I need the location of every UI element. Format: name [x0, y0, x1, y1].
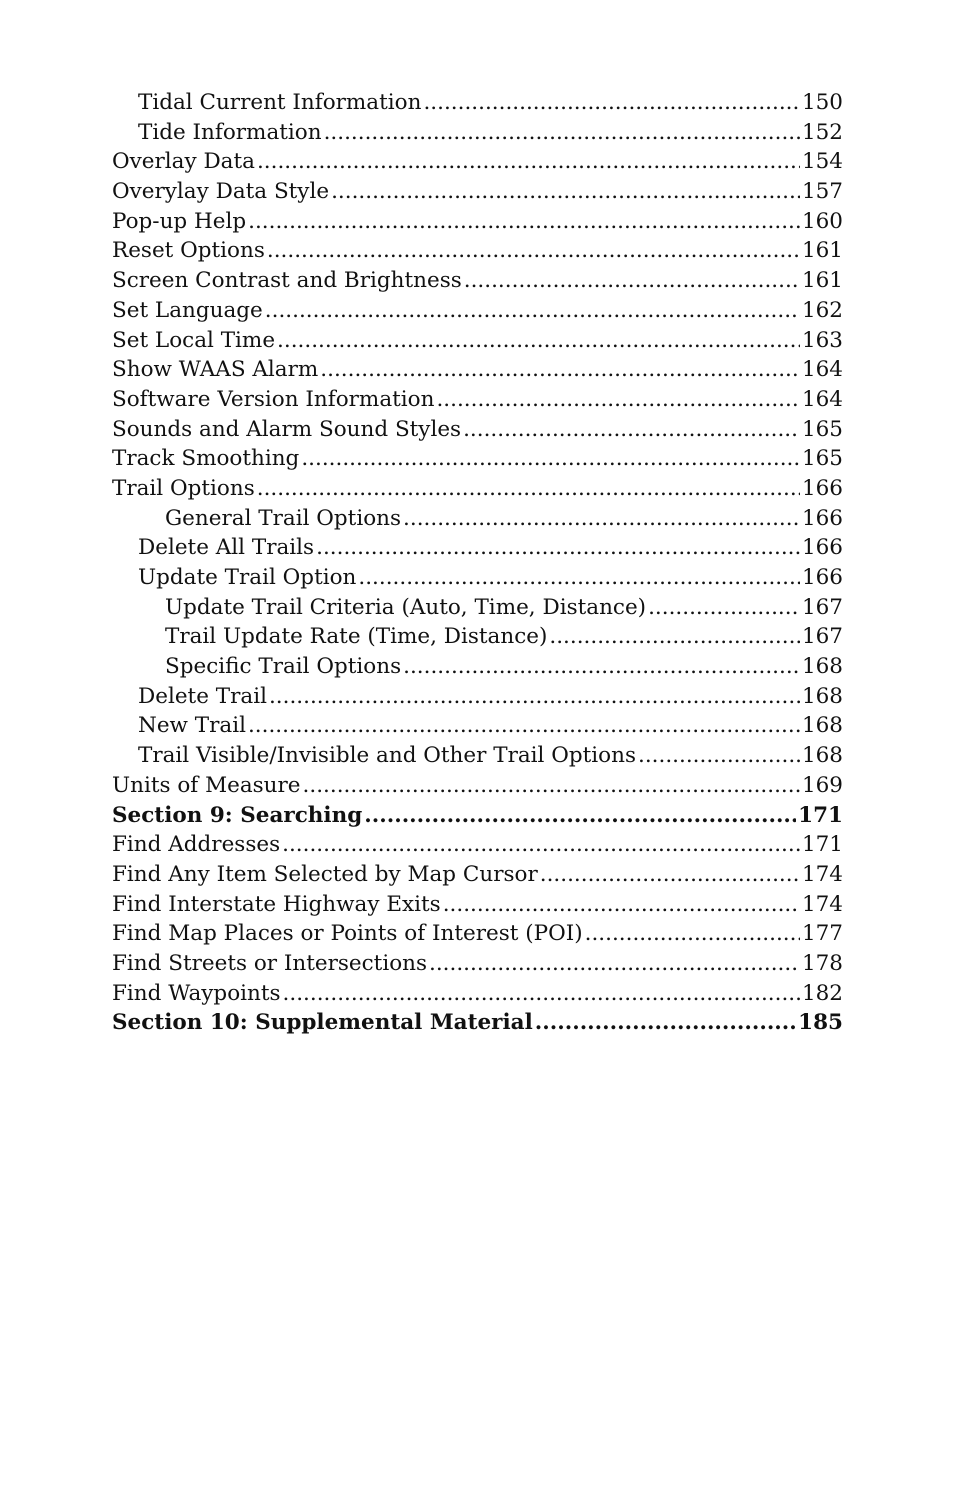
- toc-page-number: 185: [798, 1010, 843, 1036]
- toc-entry[interactable]: [112, 118, 843, 148]
- toc-page-number: 165: [801, 446, 843, 472]
- toc-entry[interactable]: [112, 652, 843, 682]
- toc-entry[interactable]: [112, 741, 843, 771]
- dot-leader: [540, 860, 800, 890]
- dot-leader: [265, 296, 800, 326]
- toc-page-number: 166: [801, 565, 843, 590]
- toc-entry-title: Set Language: [112, 297, 263, 323]
- toc-page-number: 169: [801, 772, 843, 798]
- toc-page-number: 168: [801, 683, 843, 709]
- toc-entry[interactable]: [112, 504, 843, 534]
- toc-page-number: 162: [801, 297, 843, 323]
- toc-entry[interactable]: [112, 711, 843, 741]
- toc-entry-title: Trail Update Rate (Time, Distance): [165, 624, 548, 650]
- table-of-contents: [112, 88, 843, 1038]
- dot-leader: [282, 830, 800, 860]
- toc-entry-title: Tide Information: [138, 119, 322, 145]
- toc-entry-title: Update Trail Option: [138, 565, 357, 590]
- dot-leader: [301, 444, 800, 474]
- toc-page-number: 163: [801, 327, 843, 353]
- toc-page-number: 178: [801, 950, 843, 976]
- toc-entry[interactable]: [112, 236, 843, 266]
- dot-leader: [324, 118, 800, 148]
- dot-leader: [331, 177, 800, 207]
- toc-entry-title: Track Smoothing: [112, 446, 300, 472]
- toc-entry-title: Trail Options: [112, 475, 255, 501]
- toc-entry[interactable]: [112, 890, 843, 920]
- toc-entry-title: Delete All Trails: [138, 535, 315, 561]
- toc-page-number: 160: [801, 208, 843, 234]
- toc-entry[interactable]: [112, 147, 843, 177]
- toc-entry-title: Find Addresses: [112, 832, 281, 858]
- toc-entry-title: Set Local Time: [112, 327, 276, 353]
- toc-entry-title: Show WAAS Alarm: [112, 357, 319, 383]
- dot-leader: [463, 415, 800, 445]
- toc-entry[interactable]: [112, 266, 843, 296]
- toc-page-number: 182: [801, 980, 843, 1006]
- toc-entry[interactable]: [112, 771, 843, 801]
- toc-page-number: 174: [801, 891, 843, 917]
- toc-entry-title: Software Version Information: [112, 386, 435, 412]
- dot-leader: [364, 801, 796, 831]
- toc-entry[interactable]: [112, 593, 843, 623]
- dot-leader: [535, 1008, 796, 1038]
- toc-page-number: 166: [801, 475, 843, 501]
- toc-page-number: 154: [801, 149, 843, 175]
- toc-entry[interactable]: [112, 415, 843, 445]
- dot-leader: [358, 563, 800, 593]
- dot-leader: [303, 771, 800, 801]
- toc-entry[interactable]: [112, 533, 843, 563]
- toc-entry[interactable]: [112, 563, 843, 593]
- toc-entry[interactable]: [112, 949, 843, 979]
- dot-leader: [403, 652, 800, 682]
- toc-page-number: 152: [801, 119, 843, 145]
- toc-entry[interactable]: [112, 207, 843, 237]
- toc-entry-title: Reset Options: [112, 238, 265, 264]
- toc-page-number: 157: [801, 179, 843, 205]
- toc-page-number: 161: [801, 268, 843, 294]
- toc-page-number: 166: [801, 505, 843, 531]
- toc-page-number: 166: [801, 535, 843, 561]
- dot-leader: [638, 741, 800, 771]
- dot-leader: [429, 949, 800, 979]
- toc-entry[interactable]: [112, 177, 843, 207]
- toc-page-number: 167: [801, 624, 843, 650]
- toc-entry[interactable]: [112, 88, 843, 118]
- toc-entry-title: General Trail Options: [165, 505, 402, 531]
- toc-entry-title: Units of Measure: [112, 772, 301, 798]
- toc-section-heading[interactable]: [112, 1008, 843, 1038]
- dot-leader: [648, 593, 800, 623]
- toc-entry[interactable]: [112, 326, 843, 356]
- toc-entry[interactable]: [112, 622, 843, 652]
- dot-leader: [277, 326, 800, 356]
- toc-entry[interactable]: [112, 444, 843, 474]
- toc-entry-title: Find Any Item Selected by Map Cursor: [112, 861, 538, 887]
- dot-leader: [316, 533, 800, 563]
- toc-entry[interactable]: [112, 830, 843, 860]
- toc-entry-title: Find Waypoints: [112, 980, 281, 1006]
- toc-entry-title: Tidal Current Information: [138, 90, 422, 115]
- dot-leader: [464, 266, 800, 296]
- toc-entry[interactable]: [112, 682, 843, 712]
- toc-entry-title: Find Streets or Intersections: [112, 950, 428, 976]
- toc-entry[interactable]: [112, 474, 843, 504]
- dot-leader: [423, 88, 800, 118]
- toc-page-number: 165: [801, 416, 843, 442]
- toc-entry-title: Find Map Places or Points of Interest (POI): [112, 921, 583, 947]
- toc-section-heading[interactable]: [112, 801, 843, 831]
- dot-leader: [443, 890, 800, 920]
- toc-page-number: 168: [801, 654, 843, 680]
- toc-page-number: 174: [801, 861, 843, 887]
- toc-page-number: 164: [801, 357, 843, 383]
- dot-leader: [283, 979, 800, 1009]
- toc-entry[interactable]: [112, 355, 843, 385]
- dot-leader: [248, 207, 800, 237]
- toc-page-number: 164: [801, 386, 843, 412]
- toc-entry-title: Sounds and Alarm Sound Styles: [112, 416, 462, 442]
- toc-entry[interactable]: [112, 385, 843, 415]
- dot-leader: [248, 711, 800, 741]
- toc-entry-title: Update Trail Criteria (Auto, Time, Distance): [165, 594, 647, 620]
- toc-entry-title: Overlay Data: [112, 149, 255, 175]
- toc-entry[interactable]: [112, 860, 843, 890]
- toc-page-number: 171: [798, 802, 843, 828]
- toc-entry-title: New Trail: [138, 713, 246, 739]
- toc-entry-title: Trail Visible/Invisible and Other Trail Options: [138, 743, 636, 769]
- dot-leader: [549, 622, 800, 652]
- toc-entry-title: Section 10: Supplemental Material: [112, 1010, 533, 1036]
- toc-page-number: 177: [801, 921, 843, 947]
- toc-page-number: 171: [801, 832, 843, 858]
- dot-leader: [320, 355, 800, 385]
- dot-leader: [585, 919, 800, 949]
- toc-page-number: 161: [801, 238, 843, 264]
- toc-entry-title: Overylay Data Style: [112, 179, 330, 205]
- toc-page-number: 168: [801, 713, 843, 739]
- dot-leader: [436, 385, 800, 415]
- toc-entry-title: Pop-up Help: [112, 208, 247, 234]
- toc-page-number: 168: [801, 743, 843, 769]
- toc-entry-title: Specific Trail Options: [165, 654, 402, 680]
- toc-entry[interactable]: [112, 296, 843, 326]
- dot-leader: [269, 682, 800, 712]
- toc-entry-title: Section 9: Searching: [112, 802, 363, 828]
- dot-leader: [403, 504, 800, 534]
- toc-entry-title: Screen Contrast and Brightness: [112, 268, 462, 294]
- dot-leader: [267, 236, 800, 266]
- toc-entry[interactable]: [112, 919, 843, 949]
- toc-page-number: 167: [801, 594, 843, 620]
- toc-entry-title: Find Interstate Highway Exits: [112, 891, 441, 917]
- dot-leader: [257, 474, 800, 504]
- toc-entry-title: Delete Trail: [138, 683, 267, 709]
- toc-page-number: 150: [801, 90, 843, 115]
- dot-leader: [257, 147, 800, 177]
- toc-entry[interactable]: [112, 979, 843, 1009]
